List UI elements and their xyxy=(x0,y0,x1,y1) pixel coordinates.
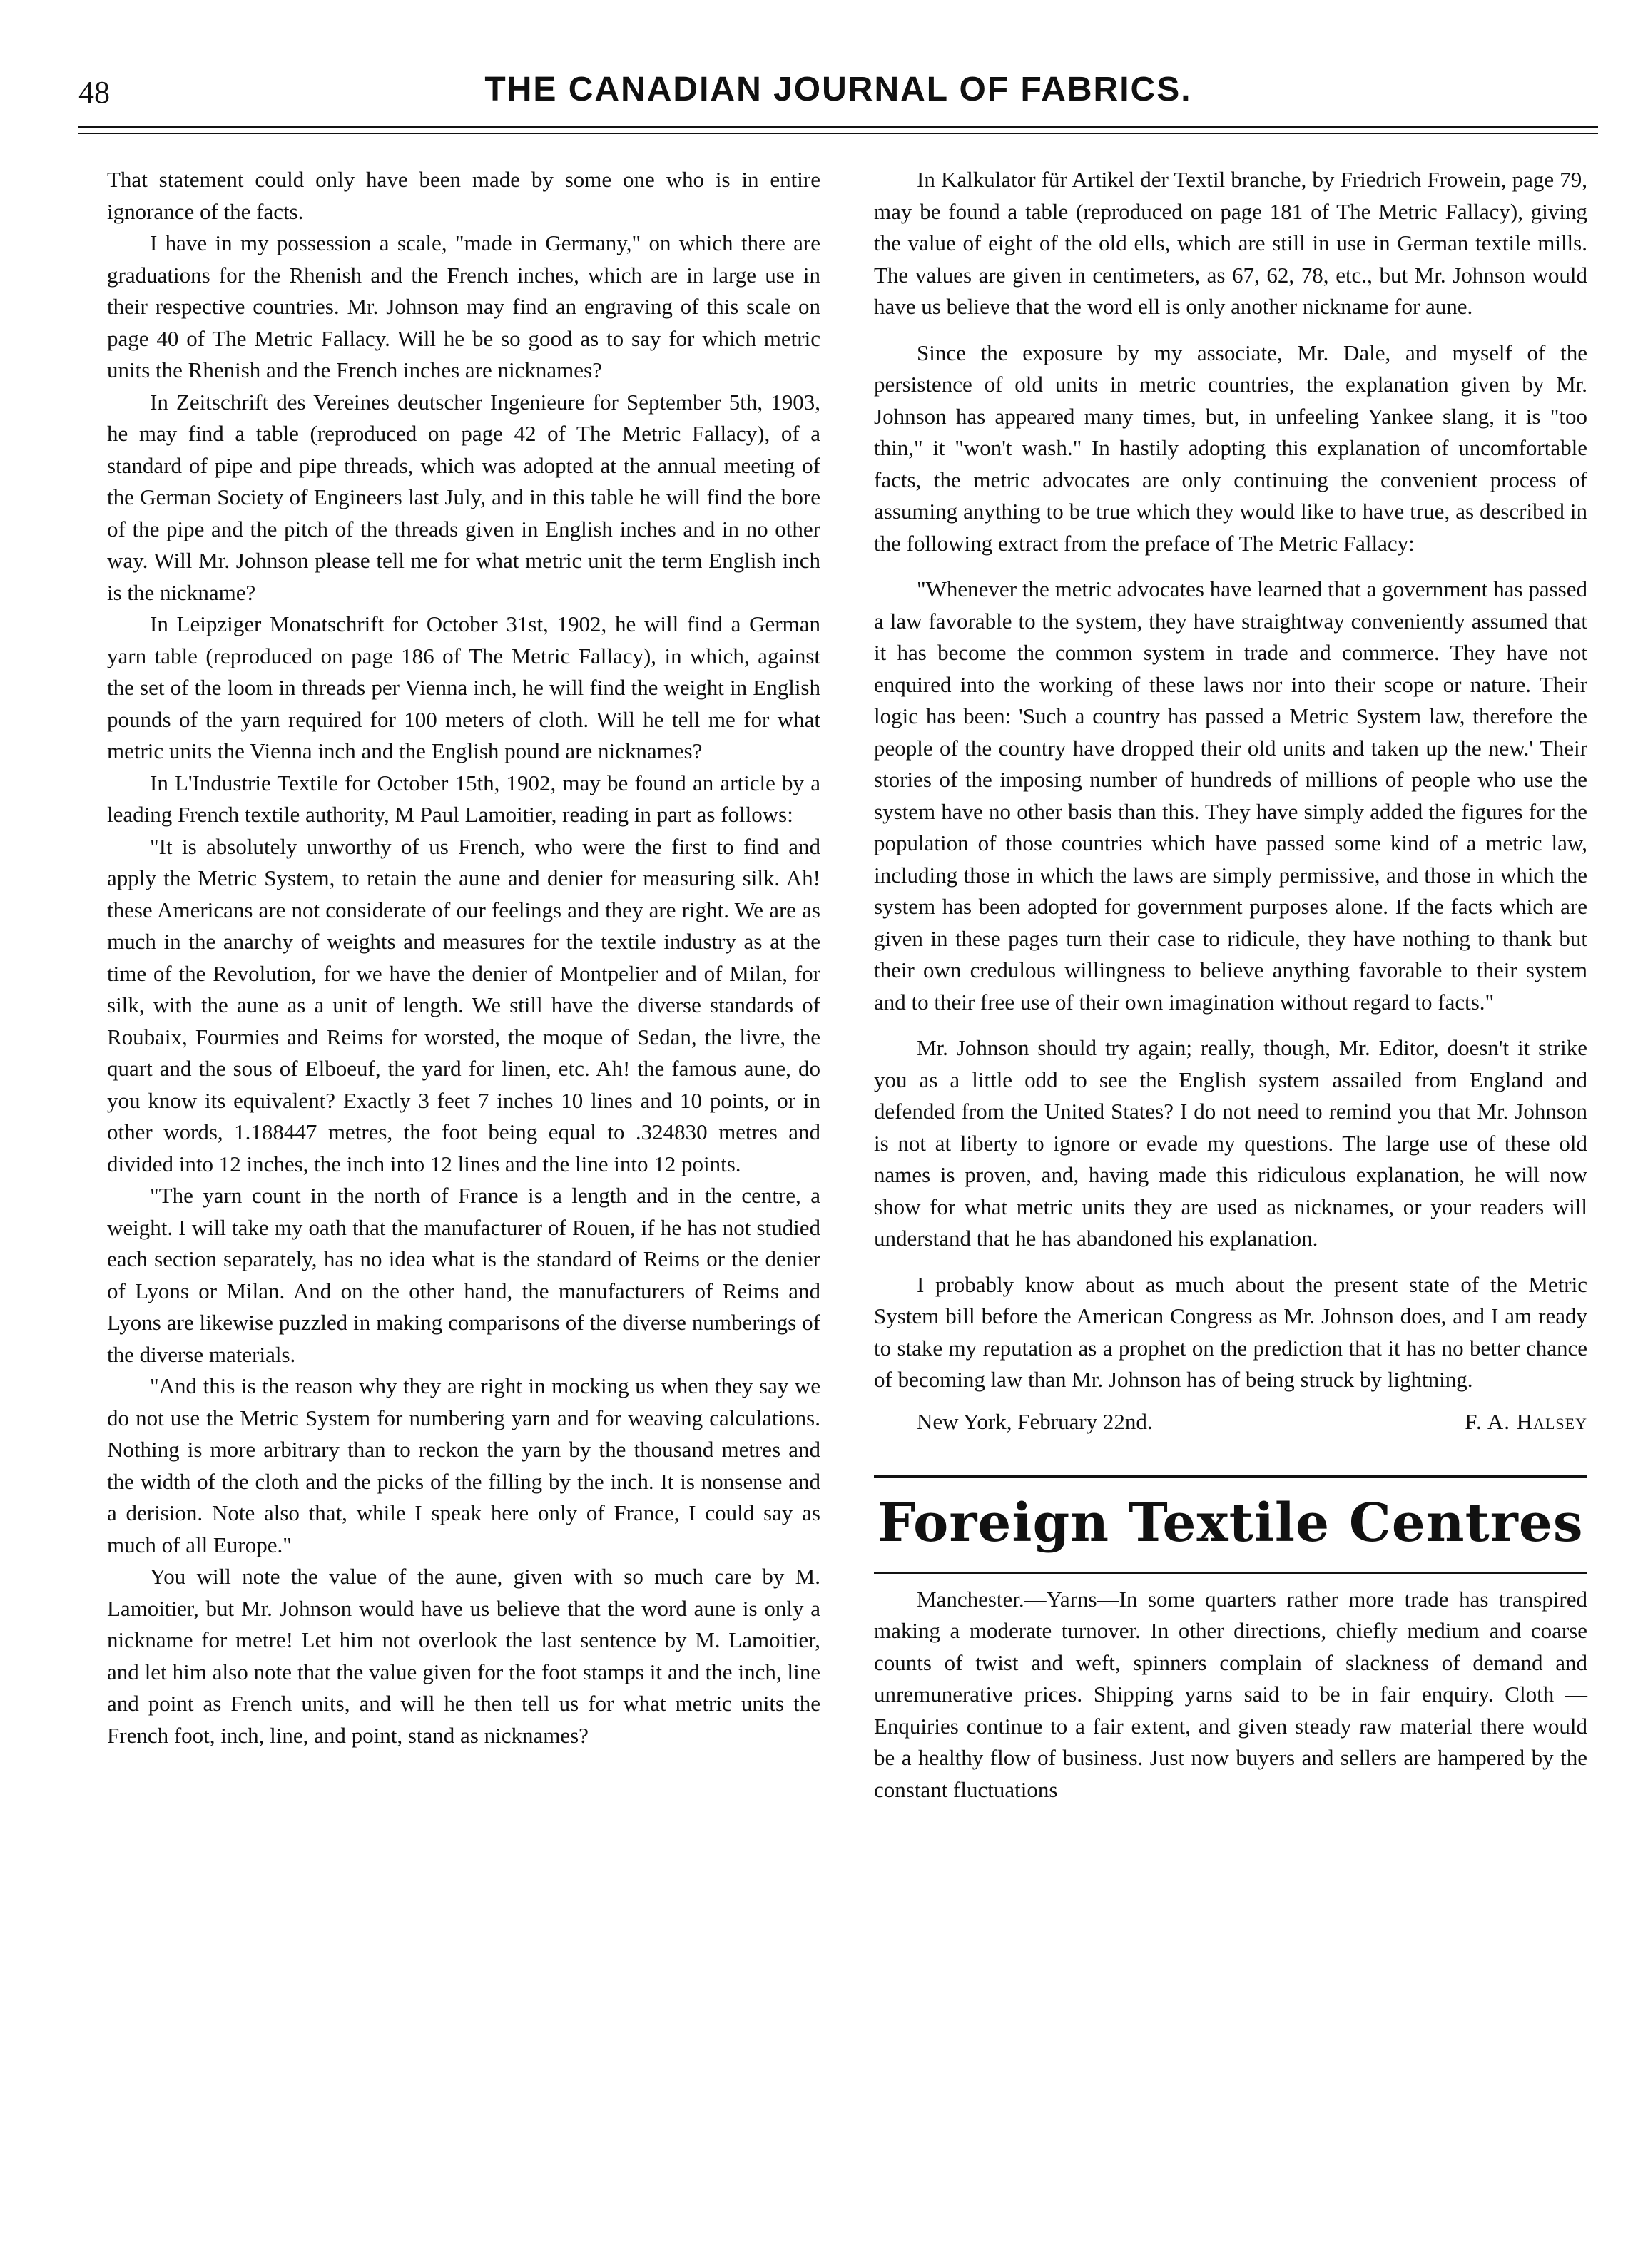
quote-paragraph: "And this is the reason why they are right in mocking us when they say we do not use the Metric System for numbering yarn and for weaving calculations. Nothing is more arbitrary than to reckon the yarn by the thousand metres and the width of the cloth and the picks of the filling by the inch. It is nonsense and a derision. Note also that, while I speak here only of France, I could say as much of all Europe." xyxy=(107,1373,820,1557)
signature xyxy=(874,1406,1587,1438)
right-column xyxy=(874,164,1587,1806)
paragraph: In Zeitschrift des Vereines deutscher Ingenieure for September 5th, 1903, he may find a table (reproduced on page 42 of The Metric Fallacy), of a standard of pipe and pipe threads, which was adopted at the annual meeting of the German Society of Engineers last July, and in this table he will find the bore of the pipe and the pitch of the threads given in English inches and in no other way. Will Mr. Johnson please tell me for what metric unit the term English inch is the nickname? xyxy=(107,389,820,605)
quote-paragraph: "The yarn count in the north of France is a length and in the centre, a weight. I will take my oath that the manufacturer of Rouen, if he has not studied each section separately, has no idea what is the standard of Reims or the denier of Lyons or Milan. And on the other hand, the manufacturers of Reims and Lyons are likewise puzzled in making comparisons of the diverse numberings of the diverse materials. xyxy=(107,1183,820,1367)
paragraph: Mr. Johnson should try again; really, though, Mr. Editor, doesn't it strike you as a little odd to see the English system assailed from England and defended from the United States? I do not need to remind you that Mr. Johnson is not at liberty to ignore or evade my questions. The large use of these old names is proven, and, having made this ridiculous explanation, he will now show for what metric units they are used as nicknames, or your readers will understand that he has abandoned his explanation. xyxy=(874,1035,1587,1251)
page-header xyxy=(78,70,1598,134)
page-number: 48 xyxy=(78,75,110,110)
signature-author: F. A. Halsey xyxy=(1465,1408,1587,1434)
paragraph: Since the exposure by my associate, Mr. Dale, and myself of the persistence of old units in metric countries, the explanation given by Mr. Johnson has appeared many times, but, in unfeeling Yankee slang, it is "too thin," it "won't wash." In hastily adopting this explanation of uncomfortable facts, the metric advocates are only continuing the convenient process of assuming anything to be true which they would like to have true, as described in the following extract from the preface of The Metric Fallacy: xyxy=(874,340,1587,556)
section-title: Foreign Textile Centres xyxy=(877,1492,1584,1554)
left-column xyxy=(107,164,820,1751)
paragraph: In Leipziger Monatschrift for October 31st, 1902, he will find a German yarn table (reproduced on page 186 of The Metric Fallacy), in which, against the set of the loom in threads per Vienna inch, he will find the weight in English pounds of the yarn required for 100 meters of cloth. Will he tell me for what metric units the Vienna inch and the English pound are nicknames? xyxy=(107,611,820,763)
section-divider xyxy=(874,1475,1587,1478)
paragraph: That statement could only have been made by some one who is in entire ignorance of the facts. xyxy=(107,167,820,224)
quote-paragraph: "Whenever the metric advocates have learned that a government has passed a law favorable to the system, they have straightway conveniently assumed that it has become the common system in trade and commerce. They have not enquired into the working of these laws nor into their scope or nature. Their logic has been: 'Such a country has passed a Metric System law, therefore the people of the country have dropped their old units and taken up the new.' Their stories of the imposing number of hundreds of millions of people who use the system have no other basis than this. They have simply added the figures for the population of those countries which have passed some kind of a metric law, including those in which the laws are simply permissive, and those in which the system has been adopted for government purposes alone. If the facts which are given in these pages turn their case to ridicule, they have nothing to thank but their own credulous willingness to believe anything favorable to their system and to their free use of their own imagination without regard to facts." xyxy=(874,576,1587,1015)
header-rule xyxy=(78,126,1598,128)
paragraph: You will note the value of the aune, given with so much care by M. Lamoitier, but Mr. Johnson would have us believe that the word aune is only a nickname for metre! Let him not overlook the last sentence by M. Lamoitier, and let him also note that the value given for the foot stamps it and the inch, line and point as French units, and will he then tell us for what metric units the French foot, inch, line, and point, stand as nicknames? xyxy=(107,1564,820,1748)
paragraph: In Kalkulator für Artikel der Textil branche, by Friedrich Frowein, page 79, may be found a table (reproduced on page 181 of The Metric Fallacy), giving the value of eight of the old ells, which are still in use in German textile mills. The values are given in centimeters, as 67, 62, 78, etc., but Mr. Johnson would have us believe that the word ell is only another nickname for aune. xyxy=(874,167,1587,319)
paragraph: I have in my possession a scale, "made in Germany," on which there are graduations for the Rhenish and the French inches, which are in large use in their respective countries. Mr. Johnson may find an engraving of this scale on page 40 of The Metric Fallacy. Will he be so good as to say for which metric units the Rhenish and the French inches are nicknames? xyxy=(107,230,820,382)
journal-title: THE CANADIAN JOURNAL OF FABRICS. xyxy=(484,71,1192,108)
section-title-rule xyxy=(874,1572,1587,1574)
paragraph: In L'Industrie Textile for October 15th, 1902, may be found an article by a leading French textile authority, M Paul Lamoitier, reading in part as follows: xyxy=(107,770,820,827)
header-rule-secondary xyxy=(78,133,1598,134)
signature-place-date: New York, February 22nd. xyxy=(917,1408,1153,1434)
section-paragraph: Manchester.—Yarns—In some quarters rather more trade has transpired making a moderate turnover. In other directions, chiefly medium and coarse counts of twist and weft, spinners complain of slackness of demand and unremunerative prices. Shipping yarns said to be in fair enquiry. Cloth —Enquiries continue to a fair extent, and given steady raw material there would be a healthy flow of business. Just now buyers and sellers are hampered by the constant fluctuations xyxy=(874,1586,1587,1802)
quoted-article xyxy=(107,831,820,1562)
paragraph: I probably know about as much about the present state of the Metric System bill before the American Congress as Mr. Johnson does, and I am ready to stake my reputation as a prophet on the prediction that it has no better chance of becoming law than Mr. Johnson has of being struck by lightning. xyxy=(874,1271,1587,1392)
quote-paragraph: "It is absolutely unworthy of us French, who were the first to find and apply the Metric System, to retain the aune and denier for measuring silk. Ah! these Americans are not considerate of our feelings and they are right. We are as much in the anarchy of weights and measures for the textile industry as at the time of the Revolution, for we have the denier of Montpelier and of Milan, for silk, with the aune as a unit of length. We still have the diverse standards of Roubaix, Fourmies and Reims for worsted, the moque of Sedan, the livre, the quart and the sous of Elboeuf, the yard for linen, etc. Ah! the famous aune, do you know its equivalent? Exactly 3 feet 7 inches 10 lines and 10 points, or in other words, 1.188447 metres, the foot being equal to .324830 metres and divided into 12 inches, the inch into 12 lines and the line into 12 points. xyxy=(107,833,820,1176)
